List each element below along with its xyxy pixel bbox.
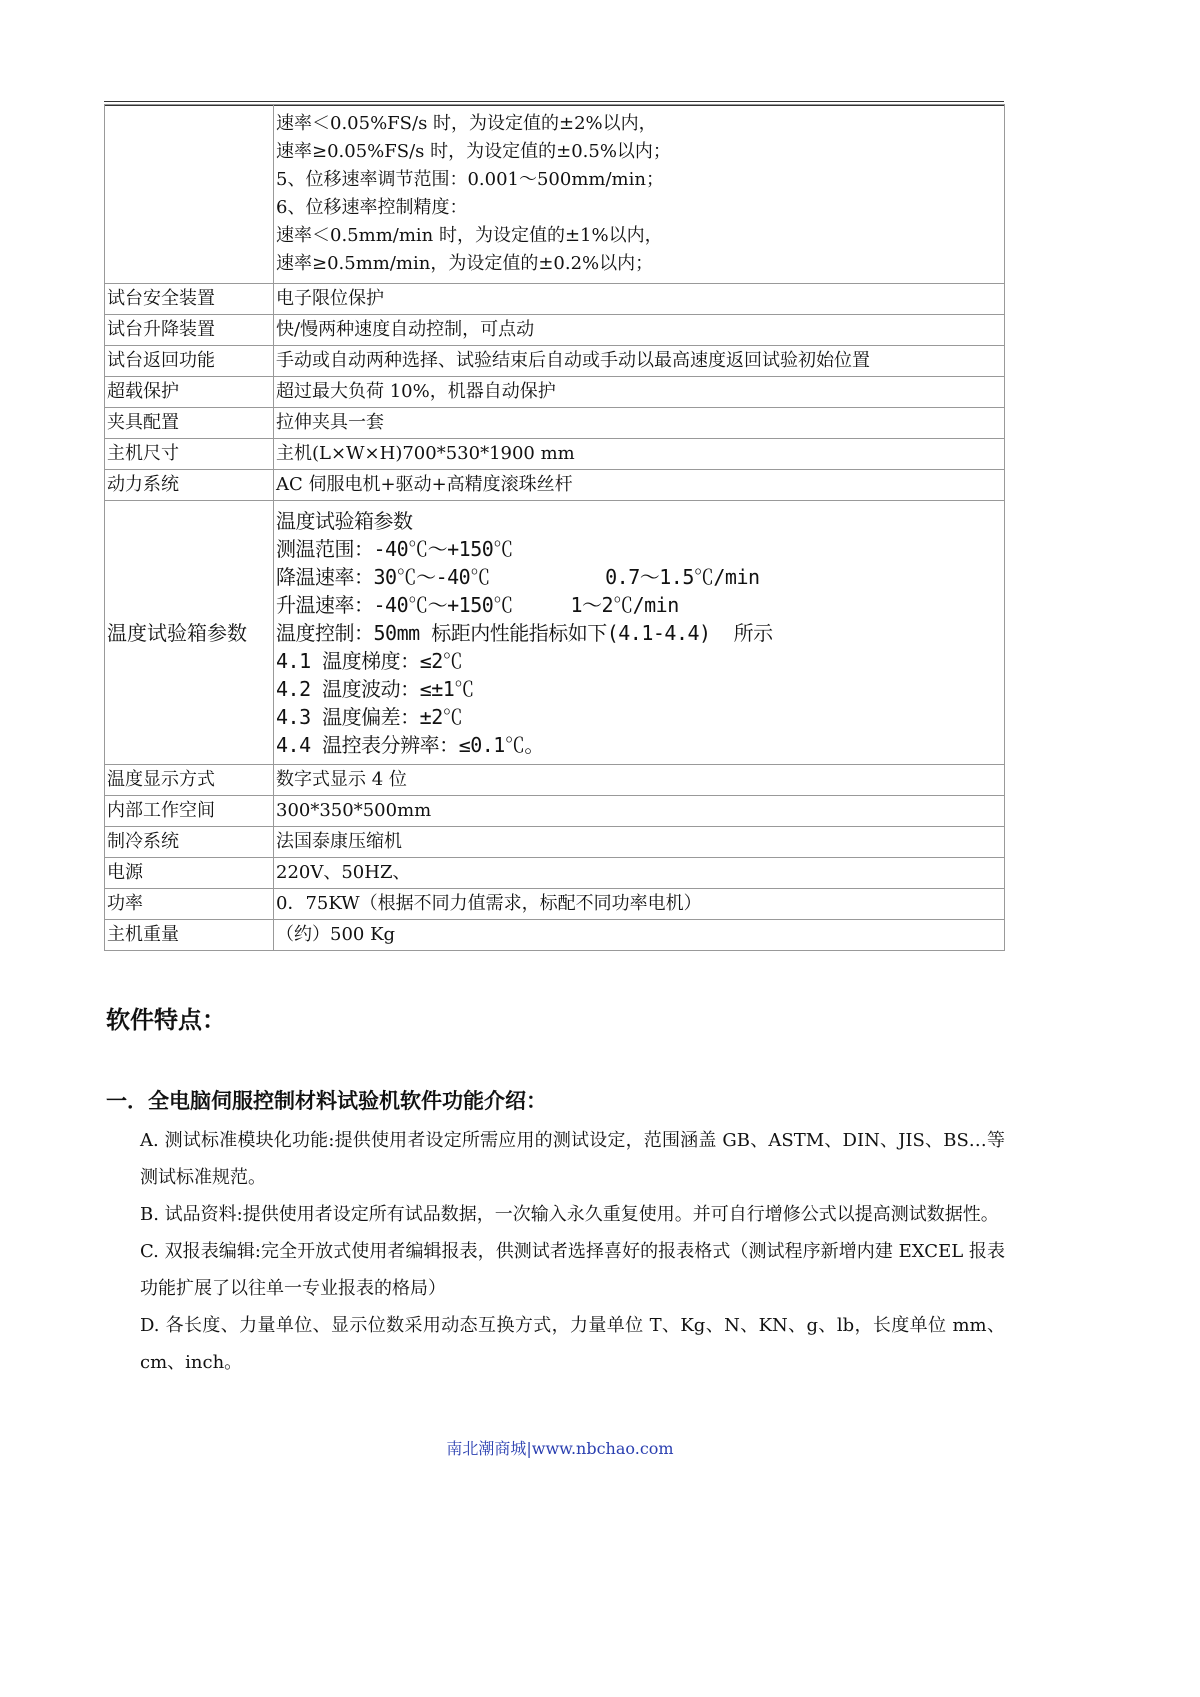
table-key-cell: 电源 [105, 858, 274, 889]
spec-line: 降温速率：30℃～-40℃ 0.7～1.5℃/min [276, 564, 760, 589]
table-row [105, 858, 1005, 889]
table-key-cell: 试台升降装置 [105, 315, 274, 346]
table-value-cell: 300*350*500mm [274, 796, 1005, 827]
table-row [105, 377, 1005, 408]
spec-line: 4.4 温控表分辨率：≤0.1℃。 [276, 732, 544, 757]
table-key-cell: 主机尺寸 [105, 439, 274, 470]
table-row [105, 284, 1005, 315]
feature-item: A. 测试标准模块化功能:提供使用者设定所需应用的测试设定，范围涵盖 GB、ASTM、DIN、JIS、BS…等测试标准规范。 [140, 1130, 1005, 1188]
spec-line: 温度控制：50mm 标距内性能指标如下(4.1-4.4) 所示 [276, 620, 773, 645]
spec-line: 速率＜0.5mm/min 时，为设定值的±1%以内， [276, 225, 663, 246]
table-value-cell: 手动或自动两种选择、试验结束后自动或手动以最高速度返回试验初始位置 [274, 346, 1005, 377]
table-row [105, 439, 1005, 470]
table-key-cell: 内部工作空间 [105, 796, 274, 827]
table-value-cell: 电子限位保护 [274, 284, 1005, 315]
spec-line: 测温范围：-40℃～+150℃ [276, 536, 513, 561]
feature-list [140, 1122, 1005, 1381]
table-value-cell: 快/慢两种速度自动控制，可点动 [274, 315, 1005, 346]
spec-line: 4.1 温度梯度：≤2℃ [276, 648, 463, 673]
table-row [105, 796, 1005, 827]
spec-table [104, 104, 1005, 951]
spec-line: 4.3 温度偏差：±2℃ [276, 704, 463, 729]
table-value-cell: 法国泰康压缩机 [274, 827, 1005, 858]
table-value-cell [274, 501, 1005, 765]
table-key-cell: 温度试验箱参数 [105, 501, 274, 765]
table-key-cell: 超载保护 [105, 377, 274, 408]
table-row [105, 889, 1005, 920]
table-row [105, 920, 1005, 951]
table-key-cell: 试台安全装置 [105, 284, 274, 315]
table-key-cell: 夹具配置 [105, 408, 274, 439]
spec-line: 升温速率：-40℃～+150℃ 1～2℃/min [276, 592, 679, 617]
footer-link[interactable]: 南北潮商城|www.nbchao.com [446, 1439, 674, 1458]
feature-item: D. 各长度、力量单位、显示位数采用动态互换方式，力量单位 T、Kg、N、KN、g、lb，长度单位 mm、cm、inch。 [140, 1315, 1005, 1373]
table-value-cell: 主机(L×W×H)700*530*1900 mm [274, 439, 1005, 470]
table-row-temperature [105, 501, 1005, 765]
spec-line: 温度试验箱参数 [276, 508, 413, 533]
feature-item: B. 试品资料:提供使用者设定所有试品数据，一次输入永久重复使用。并可自行增修公式以提高测试数据性。 [140, 1204, 999, 1225]
table-value-cell: 0．75KW（根据不同力值需求，标配不同功率电机） [274, 889, 1005, 920]
table-key-cell: 制冷系统 [105, 827, 274, 858]
spec-line: 速率＜0.05%FS/s 时，为设定值的±2%以内， [276, 113, 657, 134]
table-row [105, 346, 1005, 377]
table-value-cell [274, 105, 1005, 284]
table-value-cell: （约）500 Kg [274, 920, 1005, 951]
feature-item: C. 双报表编辑:完全开放式使用者编辑报表，供测试者选择喜好的报表格式（测试程序新增内建 EXCEL 报表功能扩展了以往单一专业报表的格局） [140, 1241, 1005, 1299]
table-row [105, 470, 1005, 501]
section-title: 软件特点： [106, 1005, 226, 1034]
spec-line: 速率≥0.05%FS/s 时，为设定值的±0.5%以内； [276, 141, 671, 162]
spec-line: 6、位移速率控制精度： [276, 197, 468, 218]
table-key-cell: 动力系统 [105, 470, 274, 501]
table-row [105, 105, 1005, 284]
table-key-cell: 温度显示方式 [105, 765, 274, 796]
spec-line: 5、位移速率调节范围：0.001～500mm/min； [276, 169, 664, 190]
subsection-title: 一．全电脑伺服控制材料试验机软件功能介绍： [106, 1088, 547, 1113]
table-value-cell: 220V、50HZ、 [274, 858, 1005, 889]
table-value-cell: AC 伺服电机+驱动+高精度滚珠丝杆 [274, 470, 1005, 501]
table-key-cell: 主机重量 [105, 920, 274, 951]
table-key-cell: 试台返回功能 [105, 346, 274, 377]
table-value-cell: 拉伸夹具一套 [274, 408, 1005, 439]
table-key-cell [105, 105, 274, 284]
spec-line: 4.2 温度波动：≤±1℃ [276, 676, 474, 701]
table-value-cell: 数字式显示 4 位 [274, 765, 1005, 796]
table-value-cell: 超过最大负荷 10%，机器自动保护 [274, 377, 1005, 408]
table-row [105, 315, 1005, 346]
table-row [105, 408, 1005, 439]
table-row [105, 765, 1005, 796]
table-key-cell: 功率 [105, 889, 274, 920]
spec-line: 速率≥0.5mm/min，为设定值的±0.2%以内； [276, 253, 654, 274]
table-row [105, 827, 1005, 858]
